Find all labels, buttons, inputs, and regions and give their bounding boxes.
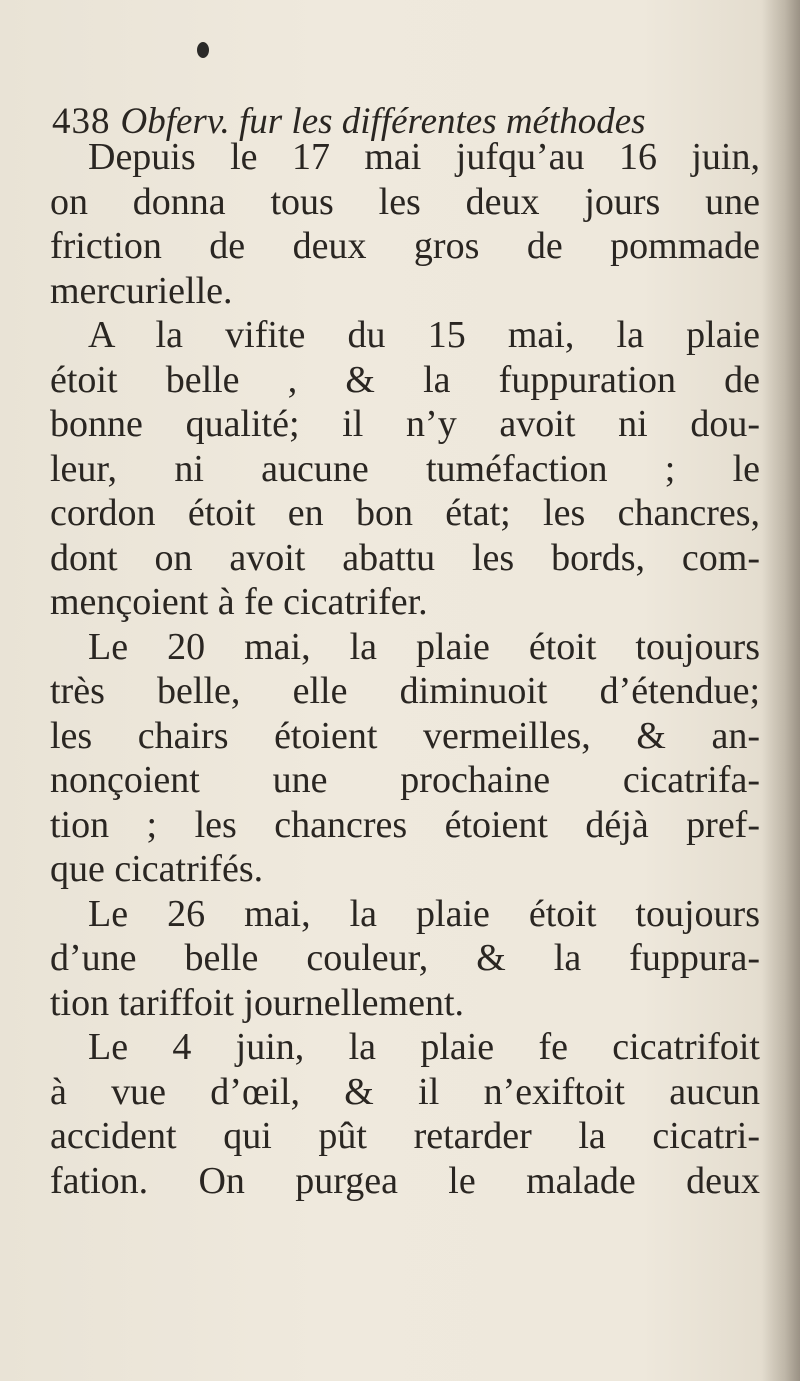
text-line: Le 4 juin, la plaie fe cicatrifoit [88, 1026, 760, 1068]
text-line: les chairs étoient vermeilles, & an- [50, 714, 760, 757]
text-line: Le 26 mai, la plaie étoit toujours [88, 892, 760, 935]
text-line: tion tariffoit journellement. [50, 981, 465, 1024]
text-line: mençoient à fe cicatrifer. [50, 581, 428, 623]
page-edge-shadow [762, 0, 800, 1381]
text-line: A la vifite du 15 mai, la plaie [88, 314, 760, 356]
text-line: Le 20 mai, la plaie étoit toujours [88, 625, 760, 668]
text-line: que cicatrifés. [50, 848, 264, 890]
text-line: dont on avoit abattu les bords, com- [50, 536, 760, 579]
text-line: très belle, elle diminuoit d’étendue; [50, 670, 760, 712]
text-line: à vue d’œil, & il n’exiftoit aucun [50, 1070, 760, 1113]
text-line: étoit belle , & la fuppuration de [50, 358, 760, 401]
text-line: on donna tous les deux jours une [50, 180, 760, 223]
text-line: tion ; les chancres étoient déjà pref- [50, 803, 760, 846]
text-line: Depuis le 17 mai jufqu’au 16 juin, [88, 136, 760, 178]
page-number: 438 [52, 101, 111, 142]
text-line: bonne qualité; il n’y avoit ni dou- [50, 403, 760, 445]
text-line: d’une belle couleur, & la fuppura- [50, 937, 760, 979]
text-line: accident qui pût retarder la cicatri- [50, 1115, 760, 1157]
text-line: fation. On purgea le malade deux [50, 1159, 760, 1202]
ink-stain [197, 42, 209, 58]
text-line: nonçoient une prochaine cicatrifa- [50, 759, 760, 801]
body-text [50, 135, 760, 1203]
text-line: friction de deux gros de pommade [50, 225, 760, 267]
text-line: leur, ni aucune tuméfaction ; le [50, 447, 760, 490]
text-line: mercurielle. [50, 269, 233, 312]
text-line: cordon étoit en bon état; les chancres, [50, 492, 760, 534]
running-title: Obferv. fur les différentes méthodes [120, 101, 646, 142]
